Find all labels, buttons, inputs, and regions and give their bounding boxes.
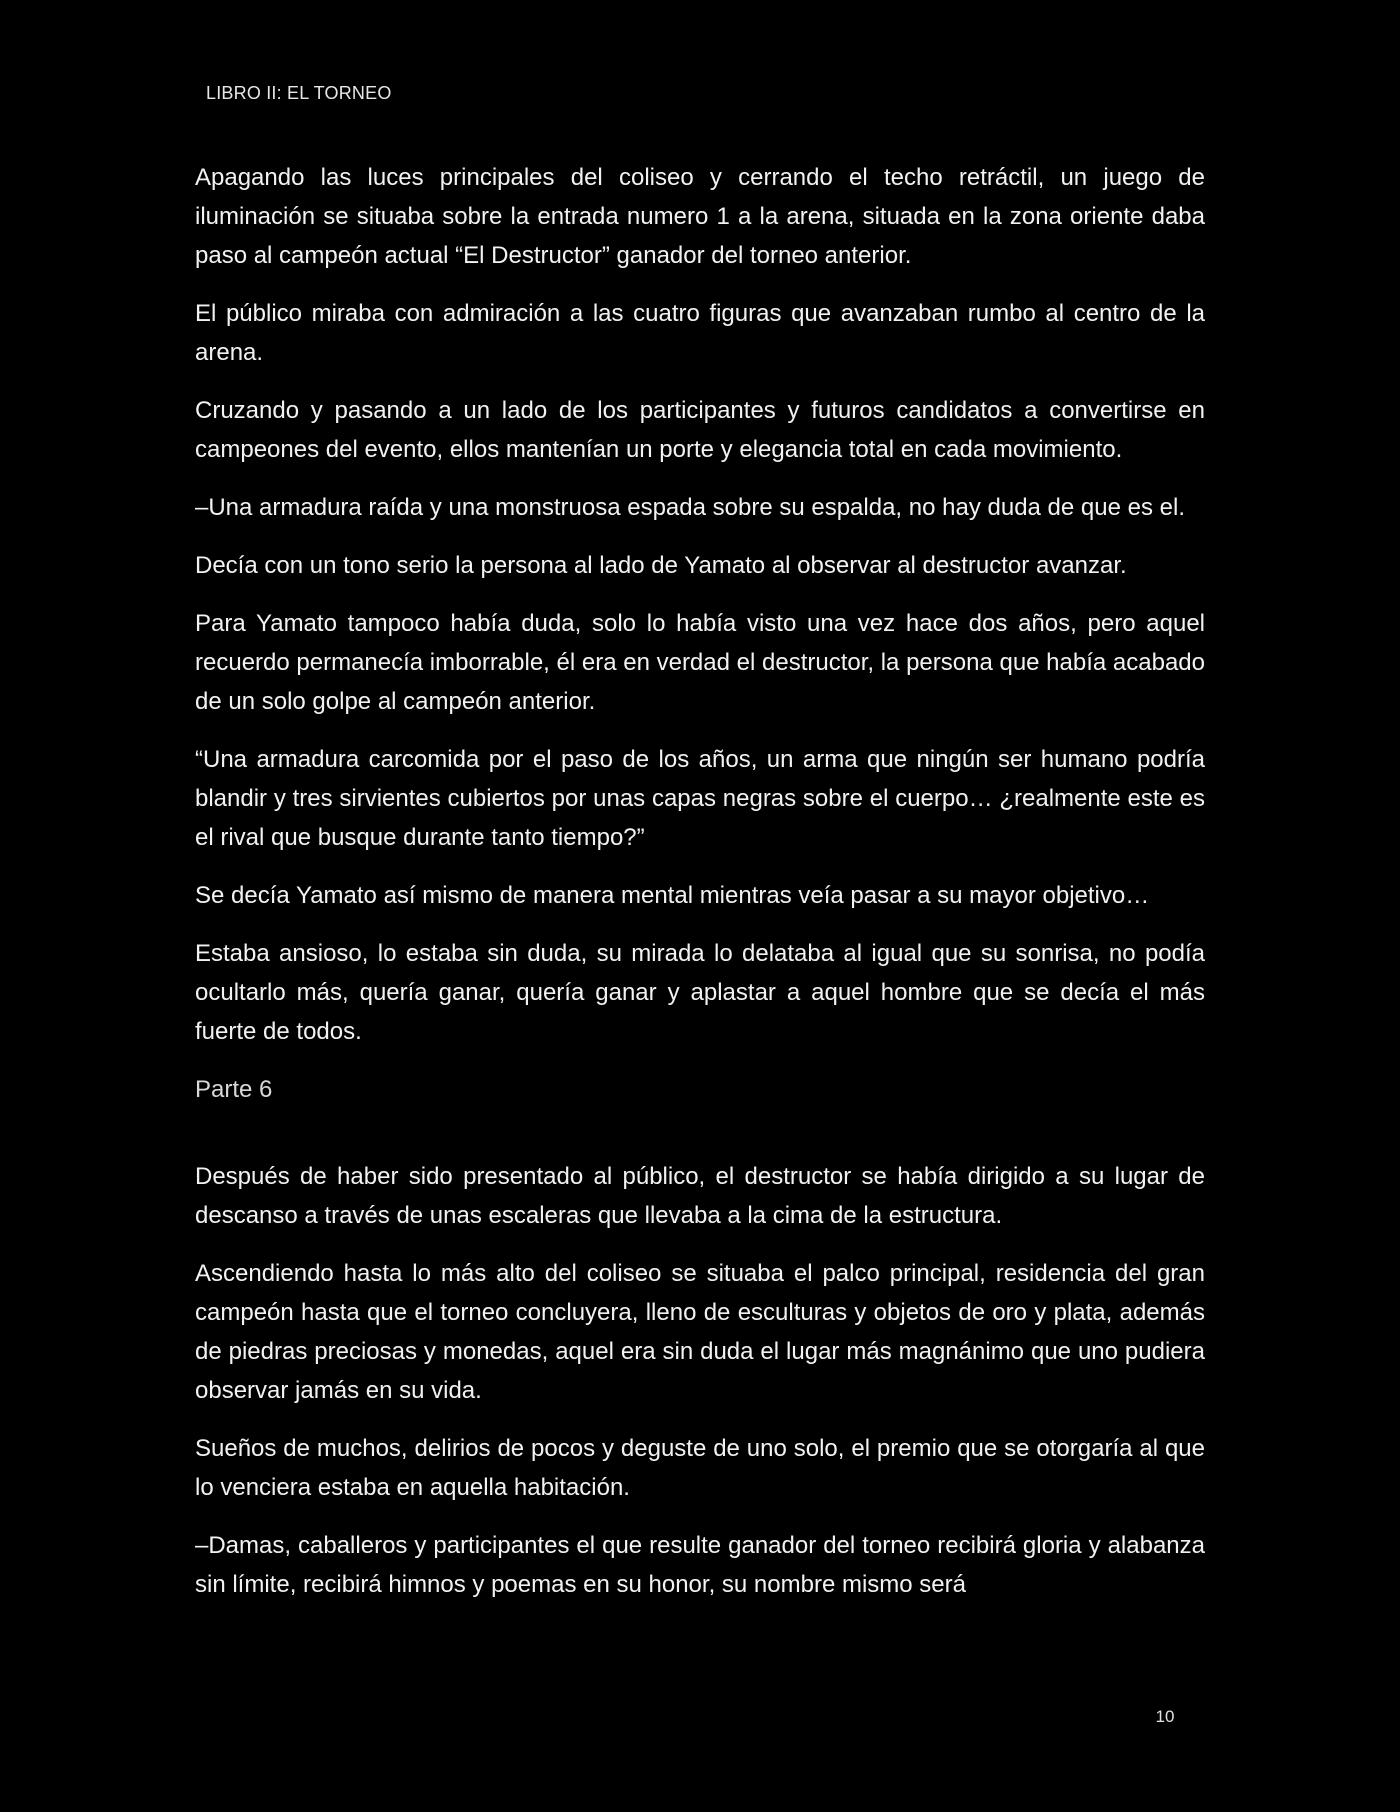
paragraph: Para Yamato tampoco había duda, solo lo había visto una vez hace dos años, pero aquel recuerdo permanecía imborrable, él era en verdad el destructor, la persona que había acabado de un solo golpe al campeón anterior. [195, 610, 1205, 715]
paragraph: Estaba ansioso, lo estaba sin duda, su mirada lo delataba al igual que su sonrisa, no podía ocultarlo más, quería ganar, quería ganar y aplastar a aquel hombre que se decía el más fuerte de todos. [195, 940, 1205, 1045]
paragraph: Después de haber sido presentado al público, el destructor se había dirigido a su lugar de descanso a través de unas escaleras que llevaba a la cima de la estructura. [195, 1163, 1205, 1229]
body-text [195, 158, 1205, 1623]
paragraph: Se decía Yamato así mismo de manera mental mientras veía pasar a su mayor objetivo… [195, 882, 1150, 909]
paragraph: Apagando las luces principales del coliseo y cerrando el techo retráctil, un juego de iluminación se situaba sobre la entrada numero 1 a la arena, situada en la zona oriente daba paso al campeón actual “El Destructor” ganador del torneo anterior. [195, 164, 1205, 269]
paragraph: –Una armadura raída y una monstruosa espada sobre su espalda, no hay duda de que es el. [195, 494, 1185, 521]
section-heading: Parte 6 [195, 1076, 273, 1103]
paragraph: “Una armadura carcomida por el paso de los años, un arma que ningún ser humano podría blandir y tres sirvientes cubiertos por unas capas negras sobre el cuerpo… ¿realmente este es el rival que busque durante tanto tiempo?” [195, 746, 1205, 851]
paragraph: El público miraba con admiración a las cuatro figuras que avanzaban rumbo al centro de la arena. [195, 300, 1205, 366]
paragraph: Sueños de muchos, delirios de pocos y deguste de uno solo, el premio que se otorgaría al que lo venciera estaba en aquella habitación. [195, 1435, 1205, 1501]
paragraph: Ascendiendo hasta lo más alto del coliseo se situaba el palco principal, residencia del gran campeón hasta que el torneo concluyera, lleno de esculturas y objetos de oro y plata, además de piedras preciosas y monedas, aquel era sin duda el lugar más magnánimo que uno pudiera observar jamás en su vida. [195, 1260, 1205, 1404]
paragraph: Decía con un tono serio la persona al lado de Yamato al observar al destructor avanzar. [195, 552, 1127, 579]
paragraph: –Damas, caballeros y participantes el que resulte ganador del torneo recibirá gloria y alabanza sin límite, recibirá himnos y poemas en su honor, su nombre mismo será [195, 1532, 1205, 1598]
page-number: 10 [1155, 1707, 1175, 1726]
running-header: LIBRO II: EL TORNEO [206, 83, 392, 103]
paragraph: Cruzando y pasando a un lado de los participantes y futuros candidatos a convertirse en campeones del evento, ellos mantenían un porte y elegancia total en cada movimiento. [195, 397, 1205, 463]
